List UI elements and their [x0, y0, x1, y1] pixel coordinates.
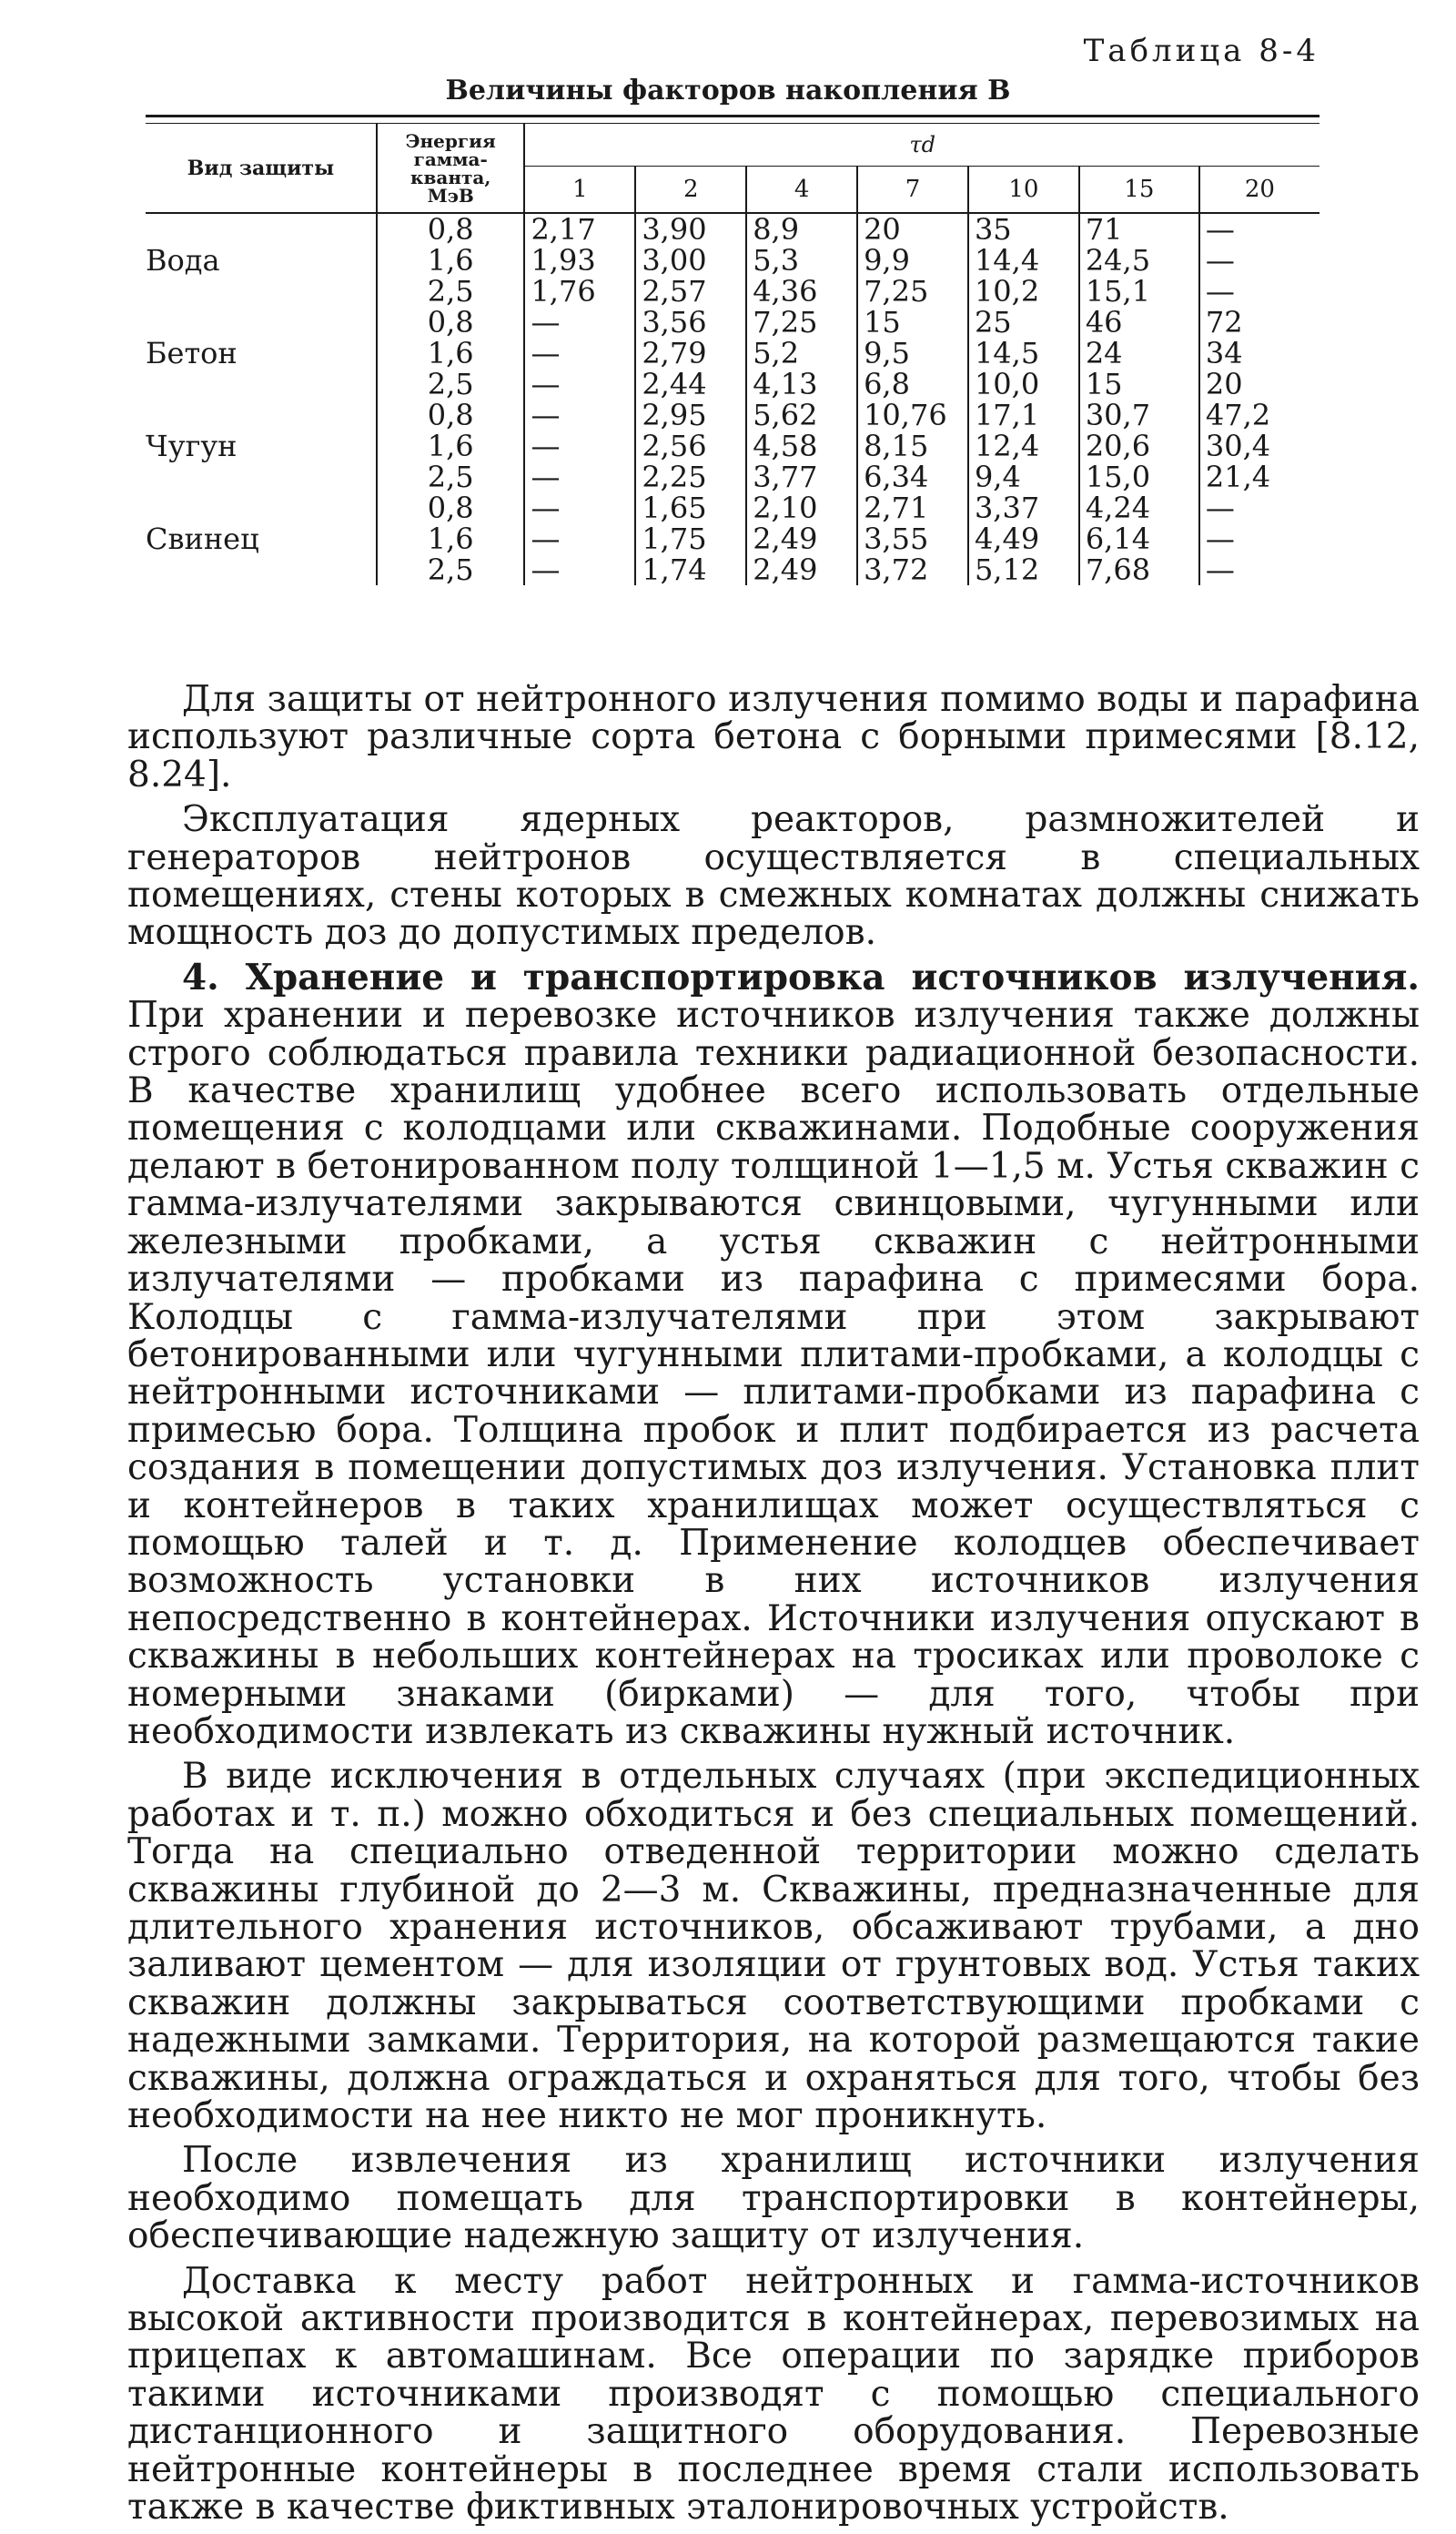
cell-value: 14,5 [968, 338, 1079, 369]
paragraph: После извлечения из хранилищ источники излучения необходимо помещать для транспортировки в контейнеры, обеспечивающие надежную защиту от излучения. [127, 2140, 1420, 2257]
table-row [146, 400, 1320, 431]
cell-value: 9,5 [857, 338, 968, 369]
cell-energy: 2,5 [377, 554, 525, 585]
cell-value: 20 [857, 213, 968, 245]
cell-energy: 2,5 [377, 369, 525, 400]
header-energy-line: МэВ [427, 184, 474, 207]
header-col: 4 [746, 167, 857, 214]
cell-value: 20,6 [1079, 431, 1199, 461]
cell-value: 3,00 [635, 245, 746, 276]
header-col: 1 [524, 167, 635, 214]
table-row [146, 461, 1320, 492]
table-row [146, 213, 1320, 245]
cell-value: — [524, 400, 635, 431]
cell-material [146, 554, 377, 585]
header-col: 10 [968, 167, 1079, 214]
cell-value: 6,14 [1079, 523, 1199, 554]
table-body [146, 213, 1320, 585]
table-label: Таблица 8-4 [1083, 33, 1320, 69]
cell-value: 4,13 [746, 369, 857, 400]
cell-value: — [524, 369, 635, 400]
body-text [127, 681, 1420, 2534]
cell-energy: 1,6 [377, 431, 525, 461]
cell-energy: 1,6 [377, 338, 525, 369]
cell-value: 7,25 [857, 276, 968, 307]
factors-table [146, 124, 1320, 585]
cell-energy: 0,8 [377, 213, 525, 245]
cell-value: 15 [1079, 369, 1199, 400]
cell-value: 3,55 [857, 523, 968, 554]
cell-material [146, 492, 377, 523]
cell-value: 4,36 [746, 276, 857, 307]
cell-value: 24 [1079, 338, 1199, 369]
cell-value: 4,24 [1079, 492, 1199, 523]
table-top-rule [146, 115, 1320, 124]
cell-value: 2,49 [746, 554, 857, 585]
cell-value: — [1199, 523, 1320, 554]
cell-value: 3,37 [968, 492, 1079, 523]
cell-value: 1,93 [524, 245, 635, 276]
cell-energy: 2,5 [377, 276, 525, 307]
header-protection: Вид защиты [146, 124, 377, 213]
cell-value: 2,95 [635, 400, 746, 431]
header-col: 20 [1199, 167, 1320, 214]
cell-value: 3,56 [635, 307, 746, 338]
table-row [146, 307, 1320, 338]
table-container [146, 115, 1320, 585]
cell-value: 2,71 [857, 492, 968, 523]
cell-value: — [524, 554, 635, 585]
cell-value: — [1199, 554, 1320, 585]
cell-value: 7,68 [1079, 554, 1199, 585]
cell-value: — [524, 523, 635, 554]
cell-material: Чугун [146, 429, 238, 463]
cell-value: — [1199, 245, 1320, 276]
cell-value: 8,15 [857, 431, 968, 461]
table-row [146, 338, 1320, 369]
cell-value: 34 [1199, 338, 1320, 369]
cell-value: 46 [1079, 307, 1199, 338]
cell-value: 14,4 [968, 245, 1079, 276]
cell-material [146, 276, 377, 307]
cell-material [146, 400, 377, 431]
cell-value: — [524, 492, 635, 523]
table-row [146, 369, 1320, 400]
cell-material: Бетон [146, 336, 238, 370]
table-row [146, 245, 1320, 276]
table-row [146, 492, 1320, 523]
cell-value: 1,76 [524, 276, 635, 307]
paragraph: Эксплуатация ядерных реакторов, размножителей и генераторов нейтронов осуществляется в специальных помещениях, стены которых в смежных комнатах должны снижать мощность доз до допустимых пределов. [127, 799, 1420, 954]
cell-value: 3,72 [857, 554, 968, 585]
cell-value: 30,4 [1199, 431, 1320, 461]
cell-value: — [1199, 492, 1320, 523]
cell-value: 10,2 [968, 276, 1079, 307]
cell-value: 12,4 [968, 431, 1079, 461]
cell-value: 6,34 [857, 461, 968, 492]
header-tau-d: τd [524, 124, 1320, 167]
cell-energy: 1,6 [377, 245, 525, 276]
cell-value: — [524, 431, 635, 461]
cell-value: 9,4 [968, 461, 1079, 492]
cell-value: 21,4 [1199, 461, 1320, 492]
cell-value: 47,2 [1199, 400, 1320, 431]
header-energy-line: кванта, [410, 166, 491, 188]
cell-value: 2,44 [635, 369, 746, 400]
paragraph: Для защиты от нейтронного излучения помимо воды и парафина используют различные сорта бетона с борными примесями [8.12, 8.24]. [127, 679, 1420, 796]
cell-value: 2,49 [746, 523, 857, 554]
cell-value: 2,57 [635, 276, 746, 307]
header-col: 7 [857, 167, 968, 214]
cell-value: 10,0 [968, 369, 1079, 400]
cell-energy: 2,5 [377, 461, 525, 492]
cell-value: 1,65 [635, 492, 746, 523]
table-row [146, 523, 1320, 554]
cell-value: 15 [857, 307, 968, 338]
table-row [146, 276, 1320, 307]
cell-value: 2,25 [635, 461, 746, 492]
cell-value: 6,8 [857, 369, 968, 400]
cell-value: 30,7 [1079, 400, 1199, 431]
header-energy-line: гамма- [413, 147, 488, 170]
cell-value: 10,76 [857, 400, 968, 431]
paragraph-text: При хранении и перевозке источников излучения также должны строго соблюдаться правила техники радиационной безопасности. В качестве хранилищ удобнее всего использовать отдельные помещения с колодцами или скважинами. Подобные сооружения делают в бетонированном полу толщиной 1—1,5 м. Устья скважин с гамма-излучателями закрываются свинцовыми, чугунными или железными пробками, а устья скважин с нейтронными излучателями — пробками из парафина с примесями бора. Колодцы с гамма-излучателями при этом закрывают бетонированными или чугунными плитами-пробками, а колодцы с нейтронными источниками — плитами-пробками из парафина с примесью бора. Толщина пробок и плит подбирается из расчета создания в помещении допустимых доз излучения. Установка плит и контейнеров в таких хранилищах может осуществляться с помощью талей и т. д. Применение колодцев обеспечивает возможность установки в них источников излучения непосредственно в контейнерах. Источники излучения опускают в скважины в небольших контейнерах на тросиках или проволоке с номерными знаками (бирками) — для того, чтобы при необходимости извлекать из скважины нужный источник. [127, 995, 1420, 1752]
cell-value: 71 [1079, 213, 1199, 245]
paragraph: Доставка к месту работ нейтронных и гамма-источников высокой активности производится в контейнерах, перевозимых на прицепах к автомашинам. Все операции по зарядке приборов такими источниками производят с помощью специального дистанционного и защитного оборудования. Перевозные нейтронные контейнеры в последнее время стали использовать также в качестве фиктивных эталонировочных устройств. [127, 2260, 1420, 2529]
cell-value: 3,90 [635, 213, 746, 245]
header-energy-line: Энергия [405, 129, 496, 152]
cell-value: 5,62 [746, 400, 857, 431]
table-title: Величины факторов накопления B [445, 75, 1011, 106]
cell-energy: 0,8 [377, 307, 525, 338]
cell-value: 1,74 [635, 554, 746, 585]
cell-value: 3,77 [746, 461, 857, 492]
cell-value: 2,56 [635, 431, 746, 461]
cell-value: — [524, 461, 635, 492]
cell-value: 1,75 [635, 523, 746, 554]
cell-value: 9,9 [857, 245, 968, 276]
cell-value: — [1199, 276, 1320, 307]
cell-value: 4,58 [746, 431, 857, 461]
table-row [146, 431, 1320, 461]
cell-value: 35 [968, 213, 1079, 245]
cell-value: 17,1 [968, 400, 1079, 431]
cell-energy: 0,8 [377, 400, 525, 431]
cell-material [146, 461, 377, 492]
cell-energy: 0,8 [377, 492, 525, 523]
cell-value: 24,5 [1079, 245, 1199, 276]
header-col: 15 [1079, 167, 1199, 214]
cell-value: 4,49 [968, 523, 1079, 554]
paragraph [127, 956, 1420, 1752]
cell-value: 8,9 [746, 213, 857, 245]
header-col: 2 [635, 167, 746, 214]
cell-value: 25 [968, 307, 1079, 338]
header-energy [377, 124, 525, 213]
cell-value: 2,17 [524, 213, 635, 245]
table-row [146, 554, 1320, 585]
cell-value: — [524, 338, 635, 369]
cell-value: 5,3 [746, 245, 857, 276]
cell-value: 2,79 [635, 338, 746, 369]
cell-value: 72 [1199, 307, 1320, 338]
cell-value: 5,12 [968, 554, 1079, 585]
cell-value: — [1199, 213, 1320, 245]
cell-material [146, 369, 377, 400]
cell-material [146, 213, 377, 245]
cell-value: 2,10 [746, 492, 857, 523]
cell-value: 20 [1199, 369, 1320, 400]
cell-material: Вода [146, 243, 220, 278]
cell-value: 15,0 [1079, 461, 1199, 492]
section-heading: 4. Хранение и транспортировка источников излучения. [182, 956, 1420, 998]
paragraph: В виде исключения в отдельных случаях (при экспедиционных работах и т. п.) можно обходиться и без специальных помещений. Тогда на специально отведенной территории можно сделать скважины глубиной до 2—3 м. Скважины, предназначенные для длительного хранения источников, обсаживают трубами, а дно заливают цементом — для изоляции от грунтовых вод. Устья таких скважин должны закрываться соответствующими пробками с надежными замками. Территория, на которой размещаются такие скважины, должна ограждаться и охраняться для того, чтобы без необходимости на нее никто не мог проникнуть. [127, 1756, 1420, 2137]
cell-value: 15,1 [1079, 276, 1199, 307]
cell-value: 5,2 [746, 338, 857, 369]
cell-value: — [524, 307, 635, 338]
cell-energy: 1,6 [377, 523, 525, 554]
cell-material: Свинец [146, 522, 259, 556]
cell-value: 7,25 [746, 307, 857, 338]
cell-material [146, 307, 377, 338]
